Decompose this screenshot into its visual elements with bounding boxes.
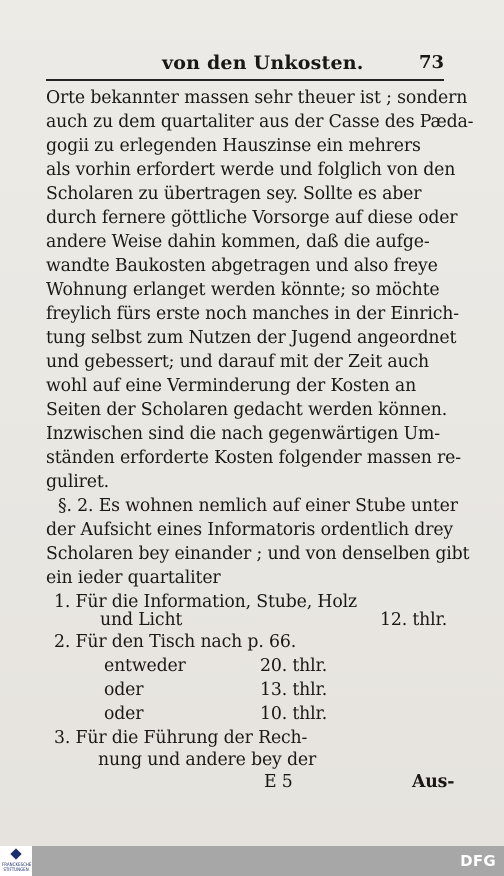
text-line: Seiten der Scholaren gedacht werden können. [46, 400, 448, 420]
logo-text: FRANCKESCHE STIFTUNGEN [2, 862, 32, 872]
text-line: andere Weise dahin kommen, daß die aufge- [46, 232, 430, 252]
dfg-logo: DFG [460, 852, 496, 870]
text-line: auch zu dem quartaliter aus der Casse des Pæda- [46, 112, 474, 132]
text-line: gogii zu erlegenden Hauszinse ein mehrers [46, 136, 421, 156]
text-line: Scholaren zu übertragen sey. Sollte es aber [46, 184, 422, 204]
viewer-bottom-bar [0, 846, 504, 876]
dot-leader [188, 610, 247, 630]
text-line: als vorhin erfordert werde und folglich von den [46, 160, 456, 180]
text-line: ein ieder quartaliter [46, 568, 221, 588]
page-number: 73 [418, 52, 444, 73]
text-line: Wohnung erlanget werden könnte; so möchte [46, 280, 440, 300]
cost-item-2: 2. Für den Tisch nach p. 66. [54, 632, 297, 652]
logo-mark-icon [10, 848, 21, 859]
cost-item-3: 3. Für die Führung der Rech- [54, 728, 308, 748]
cost-item-3-continuation: nung und andere bey der [98, 750, 317, 770]
text-line: Scholaren bey einander ; und von denselben gibt [46, 544, 470, 564]
catchword: Aus- [412, 772, 455, 792]
text-line: durch fernere göttliche Vorsorge auf diese oder [46, 208, 458, 228]
institution-logo [0, 846, 32, 876]
running-title: von den Unkosten. [162, 52, 364, 74]
text-line: und gebessert; und darauf mit der Zeit auch [46, 352, 430, 372]
cost-option-value: 13. thlr. [260, 680, 328, 700]
cost-option [104, 702, 504, 726]
text-line: Orte bekannter massen sehr theuer ist ; sondern [46, 88, 468, 108]
text-line: tung selbst zum Nutzen der Jugend angeordnet [46, 328, 457, 348]
cost-item-1-label: und Licht [100, 610, 183, 630]
cost-option-label: oder [104, 704, 144, 724]
cost-option-label: entweder [104, 656, 186, 676]
text-line: wohl auf eine Verminderung der Kosten an [46, 376, 417, 396]
cost-option [104, 654, 504, 678]
section-line: §. 2. Es wohnen nemlich auf einer Stube unter [58, 496, 458, 516]
text-line: guliret. [46, 472, 109, 492]
cost-item-1-continuation [100, 608, 500, 632]
text-line: Inzwischen sind die nach gegenwärtigen Um- [46, 424, 440, 444]
cost-option [104, 678, 504, 702]
cost-option-value: 10. thlr. [260, 704, 328, 724]
cost-item-1: 1. Für die Information, Stube, Holz [54, 592, 357, 612]
page-header [46, 50, 444, 78]
text-line: wandte Baukosten abgetragen und also freye [46, 256, 438, 276]
cost-option-value: 20. thlr. [260, 656, 328, 676]
text-line: ständen erforderte Kosten folgender massen re- [46, 448, 461, 468]
cost-item-1-value: 12. thlr. [380, 610, 448, 630]
header-rule [46, 79, 444, 81]
text-line: freylich fürs erste noch manches in der Einrich- [46, 304, 459, 324]
cost-option-label: oder [104, 680, 144, 700]
text-line: der Aufsicht eines Informatoris ordentlich drey [46, 520, 454, 540]
signature-mark: E 5 [264, 772, 293, 792]
